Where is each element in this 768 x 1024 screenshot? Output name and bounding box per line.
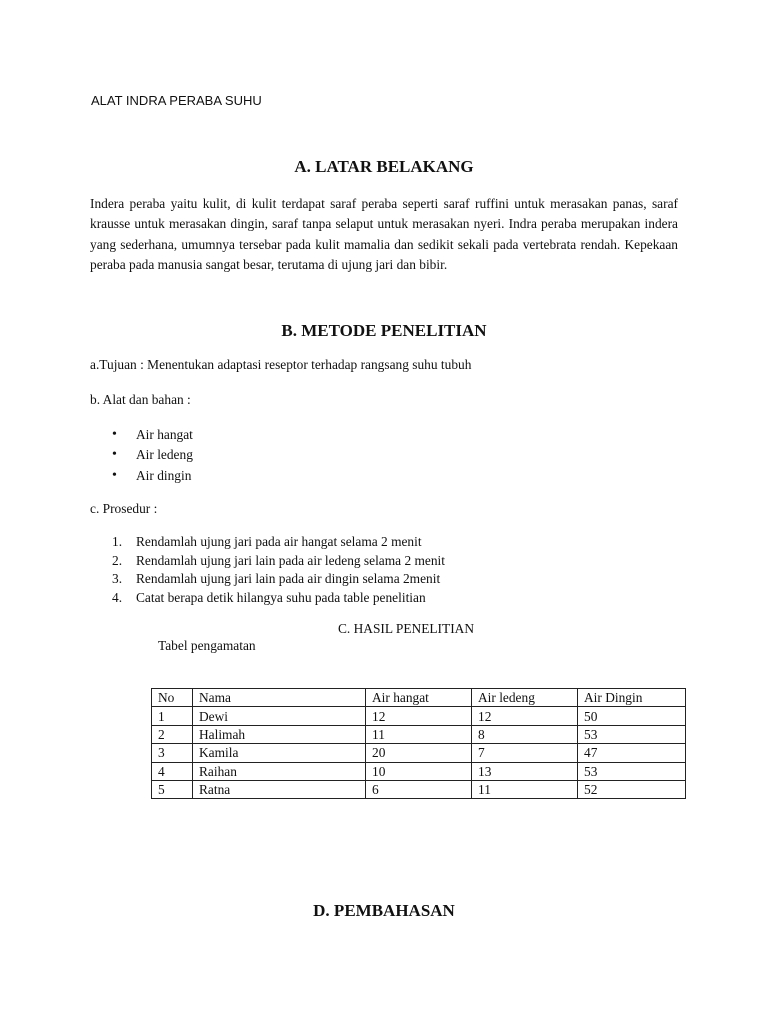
tujuan-line: a.Tujuan : Menentukan adaptasi reseptor terhadap rangsang suhu tubuh [90, 357, 472, 372]
table-cell: Kamila [193, 744, 366, 762]
table-cell: 6 [366, 780, 472, 798]
header-cell: Air hangat [366, 689, 472, 707]
table-cell: 13 [472, 762, 578, 780]
table-caption: Tabel pengamatan [158, 638, 256, 653]
table-cell: 3 [152, 744, 193, 762]
table-cell: Raihan [193, 762, 366, 780]
header-cell: No [152, 689, 193, 707]
table-cell: 2 [152, 725, 193, 743]
step-number: 2. [112, 552, 123, 568]
alat-bahan-list [112, 425, 193, 486]
step-number: 4. [112, 589, 123, 605]
header-cell: Air Dingin [578, 689, 686, 707]
table-cell: Ratna [193, 780, 366, 798]
table-row [152, 780, 686, 798]
table-cell: 5 [152, 780, 193, 798]
list-item [112, 552, 445, 571]
table-cell: 10 [366, 762, 472, 780]
list-item [112, 533, 445, 552]
prosedur-label: c. Prosedur : [90, 501, 158, 516]
list-item [112, 589, 445, 608]
step-text: Catat berapa detik hilangya suhu pada table penelitian [136, 589, 426, 605]
table-row [152, 725, 686, 743]
table-cell: 1 [152, 707, 193, 725]
table-row [152, 744, 686, 762]
step-number: 1. [112, 534, 123, 549]
table-cell: Halimah [193, 725, 366, 743]
table-cell: 52 [578, 780, 686, 798]
observation-table [151, 688, 686, 799]
table-cell: 7 [472, 744, 578, 762]
list-item [112, 570, 445, 589]
step-text: Rendamlah ujung jari lain pada air dingin selama 2menit [136, 571, 441, 587]
table-cell: 47 [578, 744, 686, 762]
table-cell: 11 [366, 725, 472, 743]
table-row [152, 707, 686, 725]
header-cell: Nama [193, 689, 366, 707]
table-cell: 8 [472, 725, 578, 743]
list-item: • Air dingin [112, 466, 193, 486]
alat-bahan-label: b. Alat dan bahan : [90, 392, 191, 407]
header-cell: Air ledeng [472, 689, 578, 707]
list-item: • Air hangat [112, 425, 193, 445]
heading-pembahasan: D. PEMBAHASAN [313, 901, 455, 920]
table-header-row [152, 689, 686, 707]
step-text: Rendamlah ujung jari pada air hangat selama 2 menit [136, 534, 422, 549]
table-cell: 50 [578, 707, 686, 725]
table-cell: 12 [366, 707, 472, 725]
table-cell: 53 [578, 725, 686, 743]
table-row [152, 762, 686, 780]
table-cell: 53 [578, 762, 686, 780]
table-cell: 11 [472, 780, 578, 798]
list-item: • Air ledeng [112, 445, 193, 465]
paragraph-latar-belakang: Indera peraba yaitu kulit, di kulit terdapat saraf peraba seperti saraf ruffini untuk merasakan panas, saraf krausse untuk merasakan dingin, saraf tanpa selaput untuk merasakan nyeri. Indra peraba merupakan indera yang sederhana, umumnya tersebar pada kulit mamalia dan sedikit sekali pada vertebrata rendah. Kepekaan peraba pada manusia sangat besar, terutama di ujung jari dan bibir. [90, 196, 678, 273]
table-cell: 20 [366, 744, 472, 762]
heading-metode-penelitian: B. METODE PENELITIAN [281, 321, 487, 340]
table-cell: Dewi [193, 707, 366, 725]
step-text: Rendamlah ujung jari lain pada air ledeng selama 2 menit [136, 552, 445, 568]
step-number: 3. [112, 571, 123, 587]
document-title: ALAT INDRA PERABA SUHU [91, 93, 262, 108]
heading-latar-belakang: A. LATAR BELAKANG [294, 157, 474, 176]
table-cell: 12 [472, 707, 578, 725]
table-cell: 4 [152, 762, 193, 780]
heading-hasil-penelitian: C. HASIL PENELITIAN [338, 621, 474, 636]
prosedur-steps [112, 533, 445, 607]
